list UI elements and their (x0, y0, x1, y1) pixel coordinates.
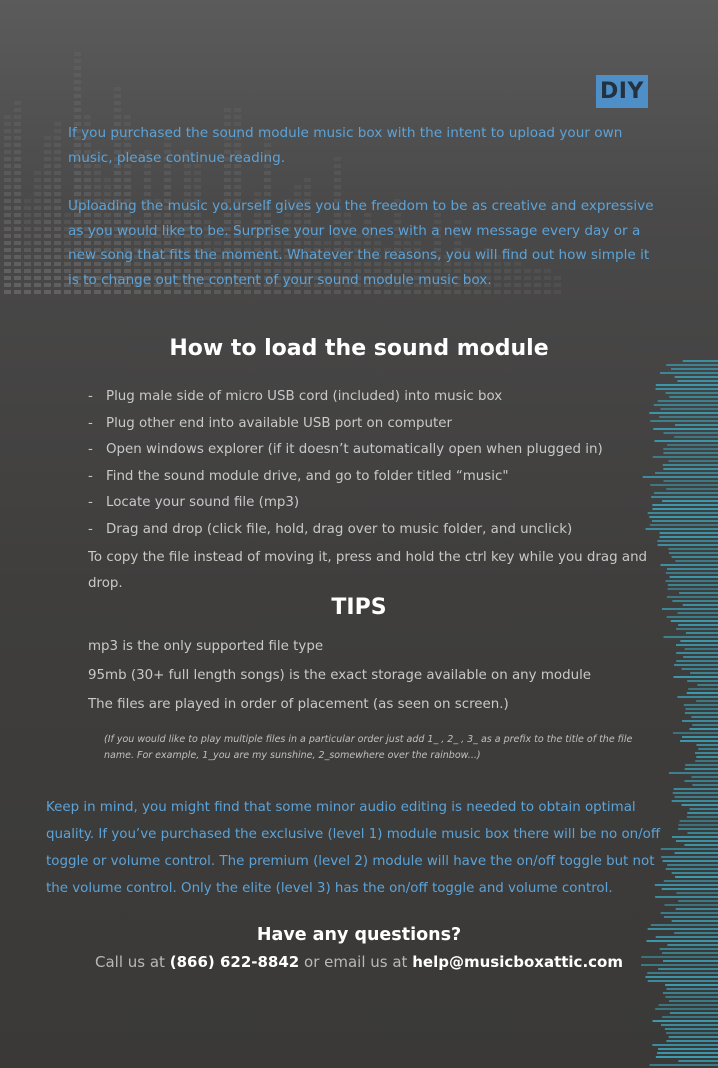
dash-bullet: - (88, 442, 93, 457)
dash-bullet: - (88, 495, 93, 510)
file-order-note: (If you would like to play multiple files in a particular order just add 1_ , 2_ , 3_ as a prefix to the title of the file name. For example, 1_you are my sunshine, 2_somewhere over the rainbow...) (104, 734, 633, 761)
dash-bullet: - (88, 521, 93, 537)
list-item (88, 492, 648, 519)
dash-bullet: - (88, 468, 93, 484)
phone-number: (866) 622-8842 (169, 953, 300, 971)
step-text: Drag and drop (click file, hold, drag over to music folder, and unclick) (106, 521, 573, 537)
contact-line (0, 953, 718, 971)
list-item (88, 386, 648, 413)
diy-badge: DIY (596, 75, 648, 108)
list-item (88, 413, 648, 440)
step-text: Locate your sound file (mp3) (106, 495, 300, 510)
copy-note: To copy the file instead of moving it, press and hold the ctrl key while you drag and drop. (88, 550, 648, 591)
intro-paragraph: Uploading the music yo.urself gives you the freedom to be as creative and expressive as you would like to be. Surprise your love ones with a new message every day or a new song that fits the moment. Whatever the reasons, you will find out how simple it is to change out the content of your sound module music box. (68, 198, 654, 288)
list-item: The files are played in order of placement (as seen on screen.) (88, 697, 509, 712)
tips-list (88, 636, 648, 723)
dash-bullet: - (88, 389, 93, 404)
tips-heading: TIPS (331, 595, 387, 620)
email-prefix: or email us at (304, 953, 408, 971)
list-item (88, 519, 648, 546)
questions-heading: Have any questions? (256, 925, 462, 945)
email-address: help@musicboxattic.com (412, 953, 623, 971)
list-item: 95mb (30+ full length songs) is the exact storage available on any module (88, 668, 592, 683)
intro-paragraph: If you purchased the sound module music box with the intent to upload your own music, please continue reading. (68, 125, 623, 166)
keep-in-mind-paragraph: Keep in mind, you might find that some minor audio editing is needed to obtain optimal quality. If you’ve purchased the exclusive (level 1) module music box there will be no on/off toggle or volume control. The premium (level 2) module will have the on/off toggle but not the volume control. Only the elite (level 3) has the on/off toggle and volume control. (46, 800, 661, 896)
step-text: Open windows explorer (if it doesn’t automatically open when plugged in) (106, 442, 603, 457)
step-text: Plug male side of micro USB cord (included) into music box (106, 389, 503, 404)
load-steps-list (88, 386, 648, 597)
call-prefix: Call us at (95, 953, 165, 971)
intro-section (68, 121, 658, 316)
list-item: mp3 is the only supported file type (88, 639, 324, 654)
load-section-heading: How to load the sound module (169, 336, 549, 361)
step-text: Find the sound module drive, and go to folder titled “music" (106, 468, 509, 484)
step-text: Plug other end into available USB port on computer (106, 415, 453, 431)
list-item (88, 466, 648, 493)
dash-bullet: - (88, 415, 93, 431)
list-item (88, 439, 648, 466)
